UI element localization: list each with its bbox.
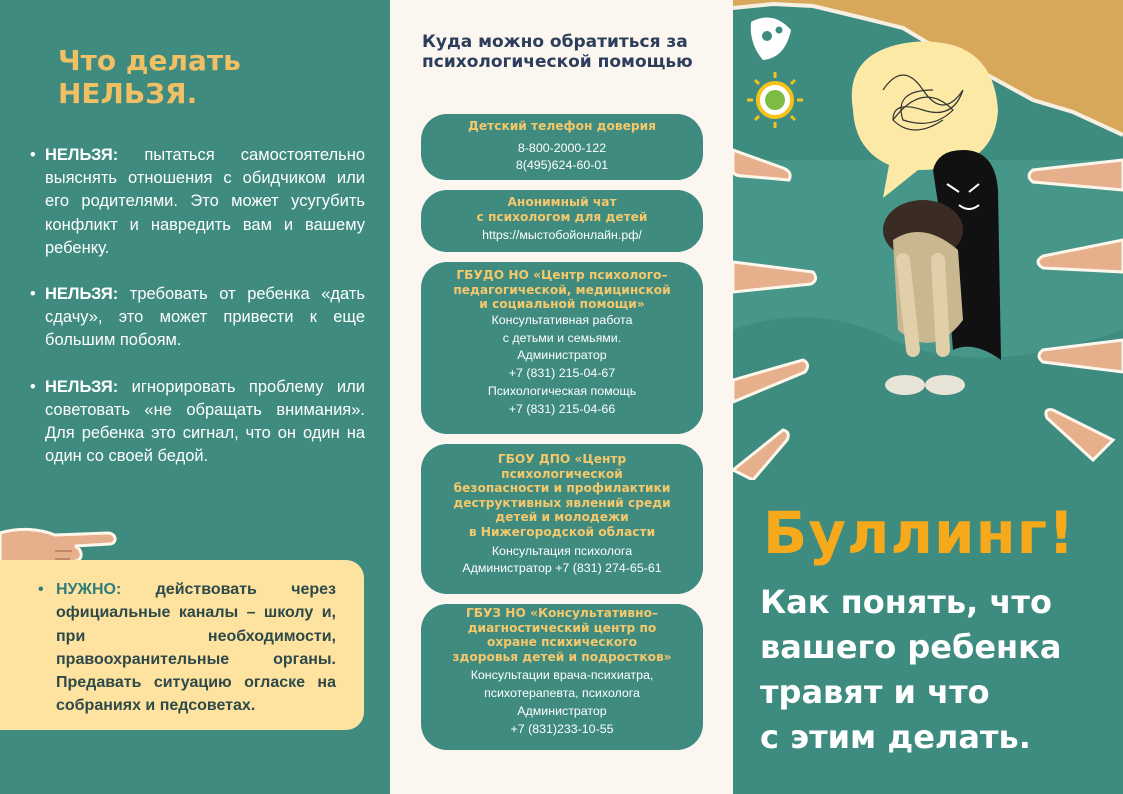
subtitle: Как понять, что вашего ребенка травят и что с этим делать. [760,583,1062,756]
left-title: Что делать НЕЛЬЗЯ. [58,44,241,110]
card-title: ГБОУ ДПО «Центр психологической безопасности и профилактики деструктивных явлений среди детей и молодежи в Нижегородской области [453,452,671,539]
prohibited-item: • НЕЛЬЗЯ: игнорировать проблему или советовать «не обращать внимания». Для ребенка это сигнал, что он один на один со своей бедой. [30,376,365,469]
prohibited-item: • НЕЛЬЗЯ: пытаться самостоятельно выяснять отношения с обидчиком или его родителями. Это может усугубить конфликт и навредить вам и вашему ребенку. [30,144,365,260]
phone-number: +7 (831) 215-04-67 [508,366,616,381]
card-title: Детский телефон доверия [468,119,656,133]
help-card-diagnostic-center: ГБУЗ НО «Консультативно– диагностический центр по охране психического здоровья детей и подростков» Консультации врача-психиатра, психотерапевта, психолога Администратор +7 (831)233-10-55 [421,604,703,750]
right-panel [733,0,1123,794]
card-title: ГБУЗ НО «Консультативно– диагностический центр по охране психического здоровья детей и подростков» [452,606,672,664]
phone-number: +7 (831) 215-04-66 [508,401,616,416]
phone-number: +7 (831)233-10-55 [510,721,614,736]
phone-number: 8(495)624-60-01 [515,158,609,173]
main-title: Буллинг! [763,499,1076,567]
sun-logo-icon [747,72,803,128]
chat-link[interactable]: https://мыстобойонлайн.рф/ [482,228,642,243]
phone-number: Администратор +7 (831) 274-65-61 [462,561,662,576]
left-panel [0,0,390,794]
card-title: ГБУДО НО «Центр психолого– педагогической, медицинской и социальной помощи» [453,268,671,312]
help-card-center-ppms: ГБУДО НО «Центр психолого– педагогической, медицинской и социальной помощи» Консультативная работа с детьми и семьями. Администратор +7 (831) 215-04-67 Психологическая помощь +7 (831) 215-04-66 [421,262,703,434]
need-box [0,560,364,730]
help-card-hotline [421,114,703,180]
help-card-safety-center: ГБОУ ДПО «Центр психологической безопасности и профилактики деструктивных явлений среди детей и молодежи в Нижегородской области Консультация психолога Администратор +7 (831) 274-65-61 [421,444,703,594]
help-title: Куда можно обратиться за психологической помощью [422,32,693,72]
prohibited-item: • НЕЛЬЗЯ: требовать от ребенка «дать сдачу», это может привести к еще большим побоям. [30,283,365,353]
card-title: Анонимный чат с психологом для детей [476,195,648,224]
middle-panel [390,0,733,794]
family-logo-icon [751,18,791,61]
help-card-chat [421,190,703,252]
bullying-illustration [733,0,1123,480]
phone-number: 8-800-2000-122 [517,140,607,155]
prohibited-list [30,144,365,491]
need-text: • НУЖНО: действовать через официальные каналы – школу и, при необходимости, правоохранительные органы. Предавать ситуацию огласке на собраниях и педсоветах. [38,578,336,718]
